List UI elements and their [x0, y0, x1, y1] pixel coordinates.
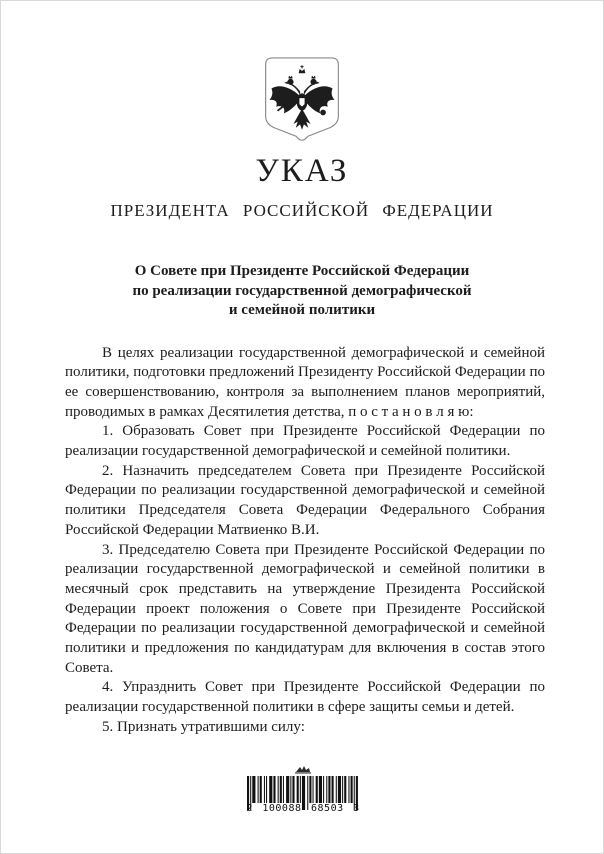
decree-item-5: 5. Признать утратившими силу: — [102, 718, 305, 735]
decree-item-4: 4. Упразднить Совет при Президенте Российской Федерации по реализации государственной политики в сфере защиты семьи и детей. — [65, 679, 545, 716]
decree-body — [1, 344, 603, 738]
subject-line: и семейной политики — [228, 302, 376, 318]
decree-item-2: 2. Назначить председателем Совета при Президенте Российской Федерации по реализации государственной демографической и семейной политики Председателя Совета Федерации Федерального Собрания Российской Федерации Матвиенко В.И. — [65, 462, 545, 538]
subject-line: О Совете при Президенте Российской Федерации — [134, 263, 470, 279]
document-type-title: УКАЗ — [255, 153, 349, 189]
document-header — [1, 1, 603, 222]
barcode-digits: 2 100088 68503 3 — [246, 803, 360, 814]
press-mark-icon — [292, 765, 314, 775]
decree-item-3: 3. Председателю Совета при Президенте Российской Федерации по реализации государственной демографической и семейной политики в месячный срок представить на утверждение Президента Российской Федерации проект положения о Совете при Президенте Российской Федерации по реализации государственной демографической и семейной политики и предложения по кандидатурам для включения в состав этого Совета. — [65, 541, 545, 676]
preamble-paragraph: В целях реализации государственной демографической и семейной политики, подготовки предложений Президенту Российской Федерации по ее совершенствованию, контроля за выполнением планов мероприятий, проводимых в рамках Десятилетия детства, п о с т а н о в л я ю: — [65, 344, 545, 420]
decree-item-1: 1. Образовать Совет при Президенте Российской Федерации по реализации государственной демографической и семейной политики. — [65, 423, 545, 460]
issuer-title: ПРЕЗИДЕНТА РОССИЙСКОЙ ФЕДЕРАЦИИ — [110, 201, 494, 220]
russian-coat-of-arms-icon — [263, 57, 341, 145]
subject-line: по реализации государственной демографической — [132, 282, 472, 299]
publication-footer — [1, 765, 604, 814]
decree-subject-title — [1, 262, 603, 321]
